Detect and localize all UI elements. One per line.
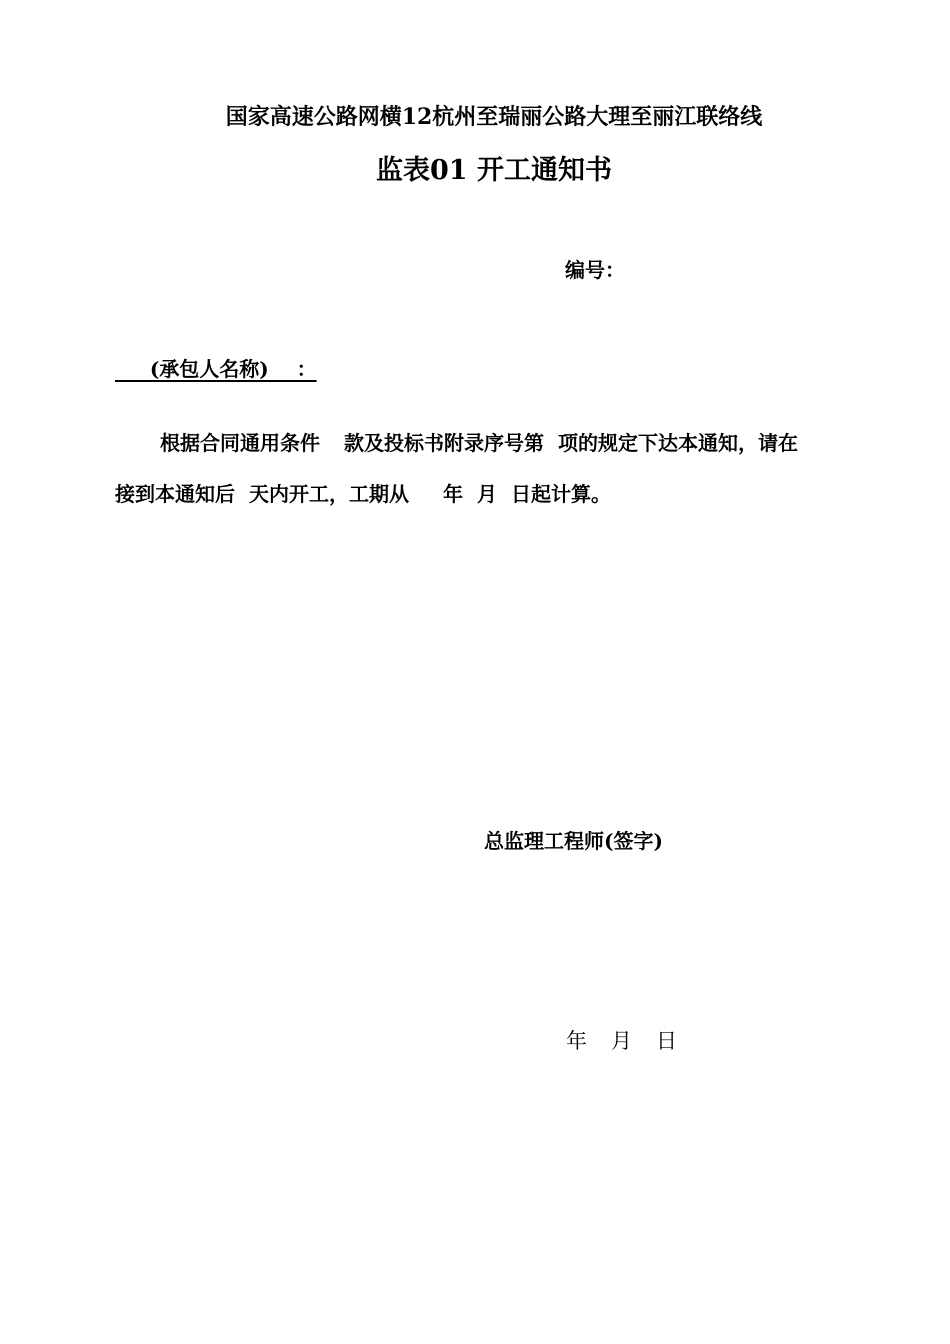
notice-body-line-1 [160,427,798,456]
body-text-part8: 日起计算。 [511,482,611,506]
addressee-line: (承包人名称) ： [115,357,317,381]
project-title: 国家高速公路网横12杭州至瑞丽公路大理至丽江联络线 [225,104,763,130]
body-text-part3: 项的规定下达本通知，请在 [558,431,798,455]
body-text-part7: 月 [477,482,497,506]
date-day: 日 [656,1029,677,1053]
chief-engineer-signature-label: 总监理工程师(签字) [484,829,663,853]
signature-date [566,1025,677,1055]
body-text-part2: 款及投标书附录序号第 [344,431,544,455]
date-month: 月 [611,1029,632,1053]
body-text-part4: 接到本通知后 [115,482,235,506]
body-text-part1: 根据合同通用条件 [160,431,320,455]
body-text-part6: 年 [443,482,463,506]
notice-body-line-2 [115,478,611,507]
serial-number-label: 编号： [565,258,625,282]
date-year: 年 [566,1029,587,1053]
body-text-part5: 天内开工，工期从 [249,482,409,506]
form-title: 监表01 开工通知书 [376,155,612,186]
